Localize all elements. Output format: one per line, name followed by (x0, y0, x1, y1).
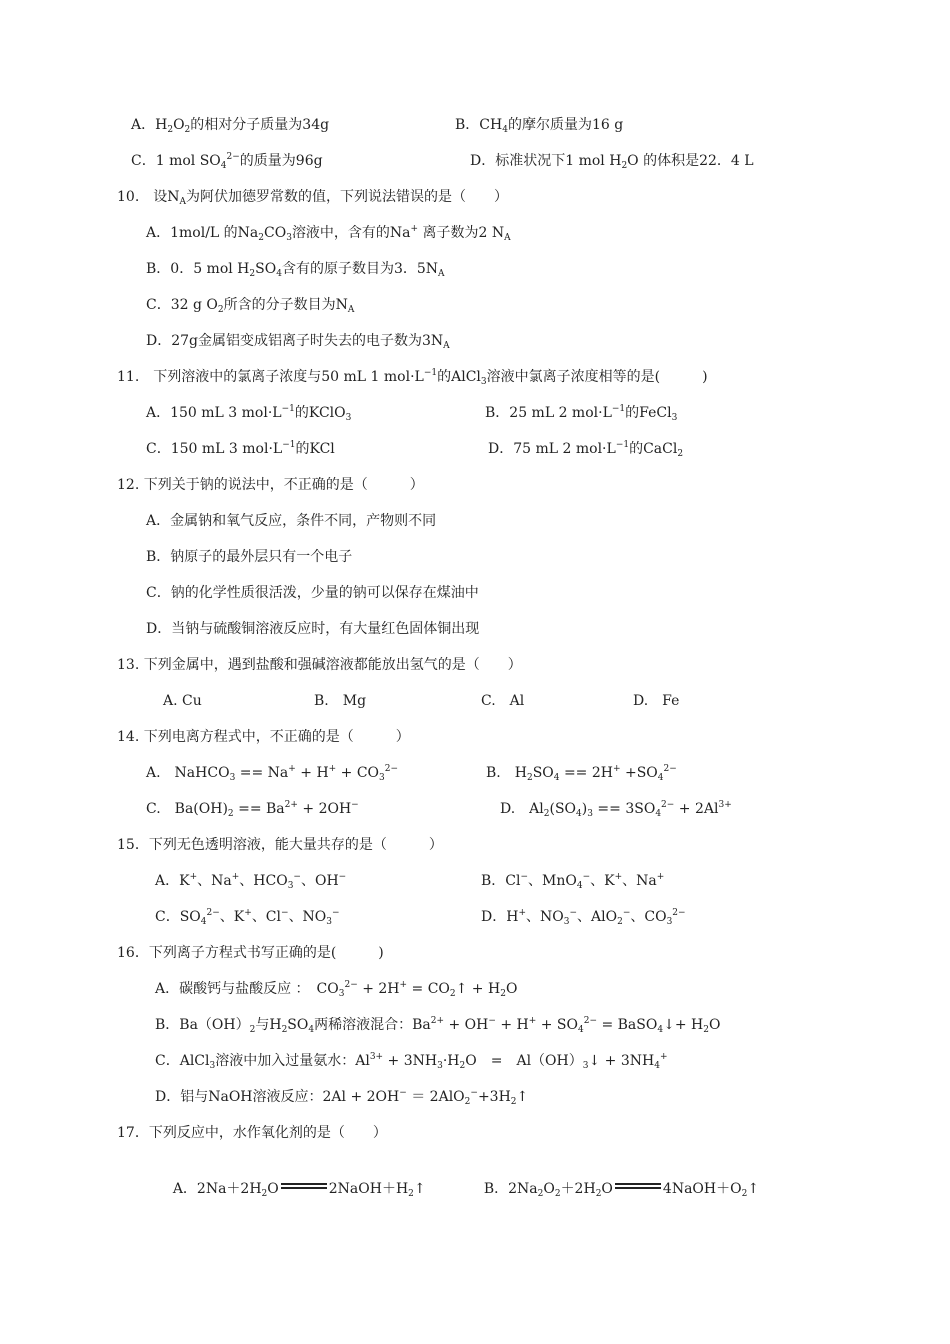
q14-option-d: D. $Al_2(SO_4)_3 == 3SO_4^{2-} + 2Al^{3+}$ (500, 800, 732, 819)
q9-option-d: D．标准状况下1 mol $H_2O$ 的体积是22．4 L (470, 153, 754, 171)
equals-sign-icon (281, 1181, 327, 1191)
q15-option-d: D．H+、$NO_3^-$、AlO$_2$−、$CO_3^{2-}$ (481, 908, 686, 927)
equals-sign-icon (615, 1181, 661, 1191)
q16-option-d: D．铝与NaOH溶液反应：$2Al + 2OH^- = 2AlO_2^-+3H_2↑$ (155, 1088, 529, 1107)
q12-option-d: D．当钠与硫酸铜溶液反应时，有大量红色固体铜出现 (146, 621, 480, 637)
q11-option-a: A．150 mL 3 $mol\cdot L^{-1}$的KClO$_3$ (146, 404, 352, 423)
q10-option-d: D．27g金属铝变成铝离子时失去的电子数为$3N_A$ (146, 333, 450, 351)
q13-option-b: B. Mg (314, 693, 367, 709)
q17-option-b-reactants: B．$2Na_2O_2+2H_2O$ (483, 1181, 613, 1199)
q10-option-b: B．0．5 mol $H_2SO_4$含有的原子数目为3．$5N_A$ (146, 261, 445, 279)
q12-option-c: C．钠的化学性质很活泼，少量的钠可以保存在煤油中 (146, 585, 479, 601)
q11-option-c: C．150 mL 3 $mol\cdot L^{-1}$的KCl (146, 440, 335, 457)
q9-option-b: B．$CH_4$的摩尔质量为16 g (455, 117, 624, 135)
q15-stem: 15．下列无色透明溶液，能大量共存的是（ ） (117, 837, 443, 853)
q15-option-b: B．Cl−、MnO$_4$−、K+、Na+ (481, 872, 665, 891)
q16-stem: 16．下列离子方程式书写正确的是( ) (117, 945, 384, 961)
q13-option-a: A. Cu (163, 693, 202, 709)
q11-stem: 11. 下列溶液中的氯离子浓度与50 mL 1 $mol\cdot L^{-1}$的AlCl$_3$溶液中氯离子浓度相等的是( ) (117, 368, 708, 387)
q9-option-a: A．$H_2O_2$的相对分子质量为34g (131, 117, 330, 135)
q16-option-c: C．AlCl$_3$溶液中加入过量氨水：$Al^{3+} + 3NH_3\cdot H_2O$ = $Al(OH)_3↓ + 3NH_4^+$ (155, 1052, 668, 1071)
q10-option-c: C．32 g $O_2$所含的分子数目为$N_A$ (146, 297, 355, 315)
q14-stem: 14. 下列电离方程式中，不正确的是（ ） (117, 729, 410, 745)
q12-option-a: A．金属钠和氧气反应，条件不同，产物则不同 (146, 513, 437, 529)
q13-stem: 13. 下列金属中，遇到盐酸和强碱溶液都能放出氢气的是（ ） (117, 657, 522, 673)
q12-option-b: B．钠原子的最外层只有一个电子 (146, 549, 353, 565)
q14-option-a: A. NaHCO$_3$ == $Na^+ + H^+ + CO_3^{2-}$ (146, 764, 399, 783)
q14-option-b: B. $H_2SO_4 == 2H^+ +SO_4^{2-}$ (486, 764, 677, 783)
q14-option-c: C. $Ba(OH)_2 == Ba^{2+} + 2OH^-$ (146, 800, 359, 819)
q9-option-c: C．1 mol $SO_4^{2-}$的质量为96g (131, 152, 323, 171)
q16-option-a: A．碳酸钙与盐酸反应 ： $CO_3^{2-} + 2H^+$ = $CO_2↑ + H_2O$ (155, 980, 518, 999)
q10-option-a: A．1mol/L 的$Na_2CO_3$溶液中，含有的Na+ 离子数为2 $N_A$ (146, 224, 511, 243)
q13-option-c: C. Al (481, 693, 525, 709)
q17-stem: 17．下列反应中，水作氧化剂的是（ ） (117, 1125, 387, 1141)
q17-option-a-products: $2NaOH+H_2↑$ (328, 1181, 426, 1199)
q17-option-b-products: $4NaOH+O_2↑$ (662, 1181, 760, 1199)
q13-option-d: D. Fe (633, 693, 680, 709)
q15-option-c: C．$SO_4^{2-}$、K+、Cl−、$NO_3^-$ (155, 908, 340, 927)
q15-option-a: A．K+、Na+、$HCO_3^-$、OH− (155, 872, 347, 891)
q16-option-b: B．$Ba(OH)_2$与$H_2SO_4$两稀溶液混合：$Ba^{2+} + OH^- + H^+ + SO_4^{2-}$ = BaSO$_4$↓+ $H_2O$ (155, 1016, 721, 1035)
q12-stem: 12. 下列关于钠的说法中，不正确的是（ ） (117, 477, 424, 493)
q17-option-a-reactants: A．$2Na+2H_2O$ (172, 1181, 279, 1199)
q10-stem: 10. 设$N_A$为阿伏加德罗常数的值，下列说法错误的是（ ） (117, 189, 509, 207)
q17-option-b (466, 1159, 759, 1219)
q17-option-a (155, 1159, 426, 1219)
q11-option-d: D．75 mL 2 $mol\cdot L^{-1}$的CaCl$_2$ (488, 440, 684, 459)
q11-option-b: B．25 mL 2 $mol\cdot L^{-1}$的FeCl$_3$ (485, 404, 678, 423)
